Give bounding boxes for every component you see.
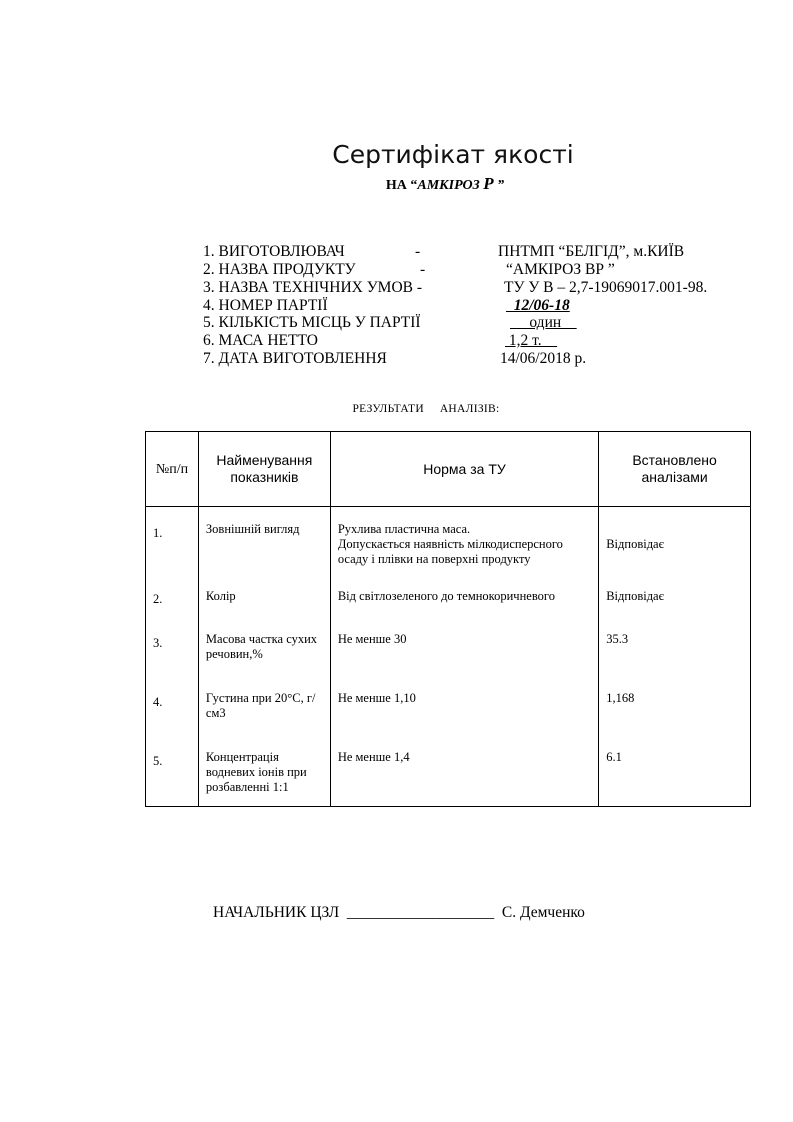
row-norm: Не менше 1,10	[330, 681, 598, 740]
signature-position: НАЧАЛЬНИК ЦЗЛ	[213, 904, 340, 921]
header-indicator-name: Найменування показників	[198, 432, 330, 507]
row-number: 3.	[146, 622, 199, 681]
row-result: Відповідає	[599, 578, 751, 622]
subtitle-prefix: НА “	[385, 178, 418, 193]
row-indicator-name: Масова частка сухих речовин,%	[198, 622, 330, 681]
row-number: 5.	[146, 740, 199, 807]
row-number: 4.	[146, 681, 199, 740]
subtitle-letter: Р	[483, 174, 494, 193]
row-norm: Рухлива пластична маса. Допускається наявність мілкодисперсного осаду і плівки на поверхні продукту	[330, 507, 598, 579]
table-row	[146, 578, 751, 622]
table-row	[146, 681, 751, 740]
info-value: один	[510, 314, 577, 331]
row-result: Відповідає	[599, 507, 751, 579]
table-row	[146, 622, 751, 681]
row-norm: Не менше 1,4	[330, 740, 598, 807]
info-value: ТУ У В – 2,7-19069017.001-98.	[504, 279, 708, 296]
row-result: 35.3	[599, 622, 751, 681]
row-indicator-name: Густина при 20°С, г/см3	[198, 681, 330, 740]
row-result: 1,168	[599, 681, 751, 740]
row-norm: Від світлозеленого до темнокоричневого	[330, 578, 598, 622]
signature-name: С. Демченко	[501, 904, 585, 921]
info-dash: -	[415, 243, 421, 260]
results-caption: РЕЗУЛЬТАТИ АНАЛІЗІВ:	[352, 403, 500, 415]
info-value: 1,2 т.	[505, 332, 558, 349]
info-label: 5. КІЛЬКІСТЬ МІСЦЬ У ПАРТІЇ	[203, 314, 421, 331]
subtitle-product: АМКІРОЗ	[417, 178, 484, 193]
info-value: “АМКІРОЗ ВР ”	[506, 261, 615, 278]
signature-line: ___________________	[346, 904, 495, 921]
info-dash: -	[420, 261, 426, 278]
info-label: 2. НАЗВА ПРОДУКТУ	[203, 261, 356, 278]
table-row	[146, 507, 751, 579]
info-label: 4. НОМЕР ПАРТІЇ	[203, 297, 328, 314]
info-label: 7. ДАТА ВИГОТОВЛЕННЯ	[203, 350, 387, 367]
header-number: №п/п	[146, 432, 199, 507]
info-label: 6. МАСА НЕТТО	[203, 332, 318, 349]
header-result: Встановлено аналізами	[599, 432, 751, 507]
info-value: 12/06-18	[506, 297, 570, 314]
table-row	[146, 740, 751, 807]
info-value: ПНТМП “БЕЛГІД”, м.КИЇВ	[498, 243, 685, 260]
results-table	[145, 431, 751, 807]
table-header-row	[146, 432, 751, 507]
header-norm: Норма за ТУ	[330, 432, 598, 507]
row-indicator-name: Колір	[198, 578, 330, 622]
info-label: 3. НАЗВА ТЕХНІЧНИХ УМОВ -	[203, 279, 423, 296]
document-subtitle	[0, 174, 793, 194]
row-result: 6.1	[599, 740, 751, 807]
row-number: 1.	[146, 507, 199, 579]
row-indicator-name: Зовнішній вигляд	[198, 507, 330, 579]
document-title: Сертифікат якості	[332, 140, 574, 169]
signature-block	[213, 904, 585, 922]
info-label: 1. ВИГОТОВЛЮВАЧ	[203, 243, 345, 260]
subtitle-suffix: ”	[493, 178, 505, 193]
info-value: 14/06/2018 р.	[500, 350, 587, 367]
row-norm: Не менше 30	[330, 622, 598, 681]
row-number: 2.	[146, 578, 199, 622]
row-indicator-name: Концентрація водневих іонів при розбавленні 1:1	[198, 740, 330, 807]
